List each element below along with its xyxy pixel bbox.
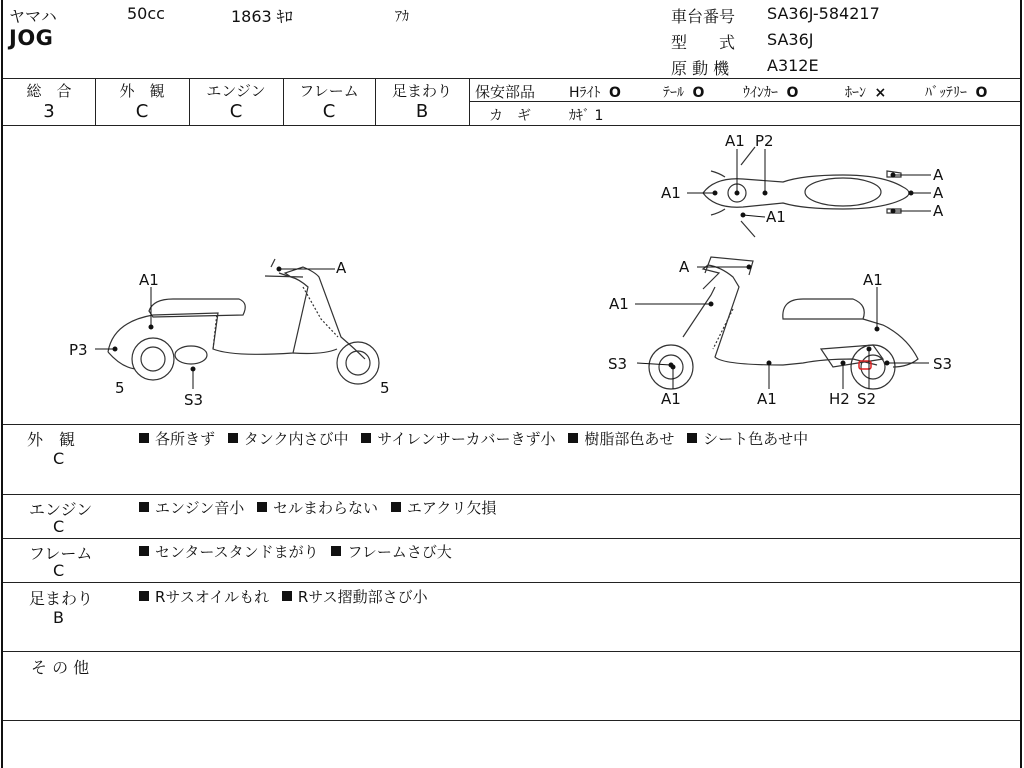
exterior-grade-value: C [135,101,149,122]
frame-grade-label: フレーム [299,82,359,100]
damage-label: A1 [661,390,681,408]
damage-label: A1 [757,390,777,408]
overall-grade-label: 総 合 [26,82,72,100]
divider [3,651,1020,652]
damage-label: A1 [766,208,786,226]
frame-section-grade: C [53,561,65,580]
type-value: SA36J [767,30,814,49]
type-label: 型 式 [671,33,736,52]
damage-label: A1 [863,271,883,289]
safety-item-mark: O [608,85,621,101]
note: セルまわらない [273,499,379,517]
engine-model-value: A312E [767,56,819,75]
note: Rサスオイルもれ [155,588,270,606]
safety-item-label: ﾃｰﾙ [663,85,684,101]
bullet-icon [361,433,371,443]
bullet-icon [139,591,149,601]
divider [3,582,1020,583]
divider [3,125,1020,126]
safety-item [569,82,621,102]
exterior-section-grade: C [53,449,65,468]
engine-model-label: 原 動 機 [671,59,730,78]
damage-label: 5 [380,379,390,397]
safety-item [925,82,987,102]
damage-label: S3 [608,355,628,373]
key-label: カ ギ [489,108,531,124]
note: エンジン音小 [155,499,245,517]
note: タンク内さび中 [243,430,349,448]
note: 各所きず [155,430,216,448]
damage-label: A1 [725,132,745,150]
exterior-grade-label: 外 観 [119,82,165,100]
bullet-icon [331,546,341,556]
damage-label: S3 [933,355,953,373]
inspection-sheet [1,0,1022,768]
divider [3,494,1020,495]
displacement: 50cc [127,4,165,23]
maker-name: ヤマハ [9,7,57,26]
damage-label: S2 [857,390,877,408]
note: サイレンサーカバーきず小 [377,430,556,448]
damage-label: 5 [115,379,125,397]
safety-item [845,82,886,102]
note: センタースタンドまがり [155,543,319,561]
note: エアクリ欠損 [406,499,497,517]
engine-notes [139,497,496,518]
suspension-grade-label: 足まわり [391,82,452,100]
scooter-top-view [703,147,909,237]
frame-notes [139,541,452,562]
color: ｱｶ [395,9,409,25]
suspension-grade-value: B [415,101,429,122]
safety-item-mark: O [692,85,705,101]
key-value: ｶｷﾞ 1 [569,108,604,124]
exterior-section-title: 外 観 [27,430,76,449]
safety-parts-label: 保安部品 [475,83,536,101]
engine-grade-label: エンジン [206,82,266,100]
damage-diagram [3,127,1024,425]
safety-item-mark: O [975,85,988,101]
frame-section-title: フレーム [29,544,93,563]
mileage: 1863 ｷﾛ [231,7,293,26]
safety-item-mark: × [874,85,887,101]
safety-item-label: ｳｲﾝｶｰ [743,85,778,101]
safety-item-label: Hﾗｲﾄ [569,85,601,101]
chassis-label: 車台番号 [671,7,736,26]
note: Rサス摺動部さび小 [297,588,428,606]
bullet-icon [391,502,401,512]
chassis-value: SA36J-584217 [767,4,880,23]
bullet-icon [257,502,267,512]
bullet-icon [568,433,578,443]
engine-grade-value: C [229,101,243,122]
divider [3,78,1020,79]
suspension-notes [139,586,428,607]
exterior-notes [139,428,808,449]
note: 樹脂部色あせ [584,430,675,448]
damage-label: A [336,259,347,277]
safety-item-label: ﾊﾞｯﾃﾘｰ [925,85,967,101]
divider [3,720,1020,721]
safety-item [743,82,798,102]
damage-label: P2 [755,132,774,150]
damage-label: A [933,184,944,202]
frame-grade-value: C [322,101,336,122]
divider [3,538,1020,539]
damage-label: S3 [184,391,204,409]
damage-label: P3 [69,341,88,359]
damage-label: A1 [609,295,629,313]
model-name: JOG [9,26,54,50]
engine-section-title: エンジン [29,500,93,519]
suspension-section-title: 足まわり [29,589,94,608]
damage-label: A [933,166,944,184]
overall-grade-value: 3 [43,101,55,122]
other-section-title: そ の 他 [31,658,90,677]
bullet-icon [139,502,149,512]
engine-section-grade: C [53,517,65,536]
divider [3,424,1020,425]
damage-label: H2 [829,390,850,408]
suspension-section-grade: B [53,608,64,627]
damage-label: A1 [139,271,159,289]
bullet-icon [139,546,149,556]
bullet-icon [139,433,149,443]
bullet-icon [228,433,238,443]
note: シート色あせ中 [703,430,809,448]
bullet-icon [282,591,292,601]
note: フレームさび大 [347,543,452,561]
damage-label: A1 [661,184,681,202]
safety-item-label: ﾎｰﾝ [845,85,866,101]
safety-item-mark: O [786,85,799,101]
safety-item [663,82,704,102]
bullet-icon [687,433,697,443]
damage-label: A [679,258,690,276]
damage-label: A [933,202,944,220]
